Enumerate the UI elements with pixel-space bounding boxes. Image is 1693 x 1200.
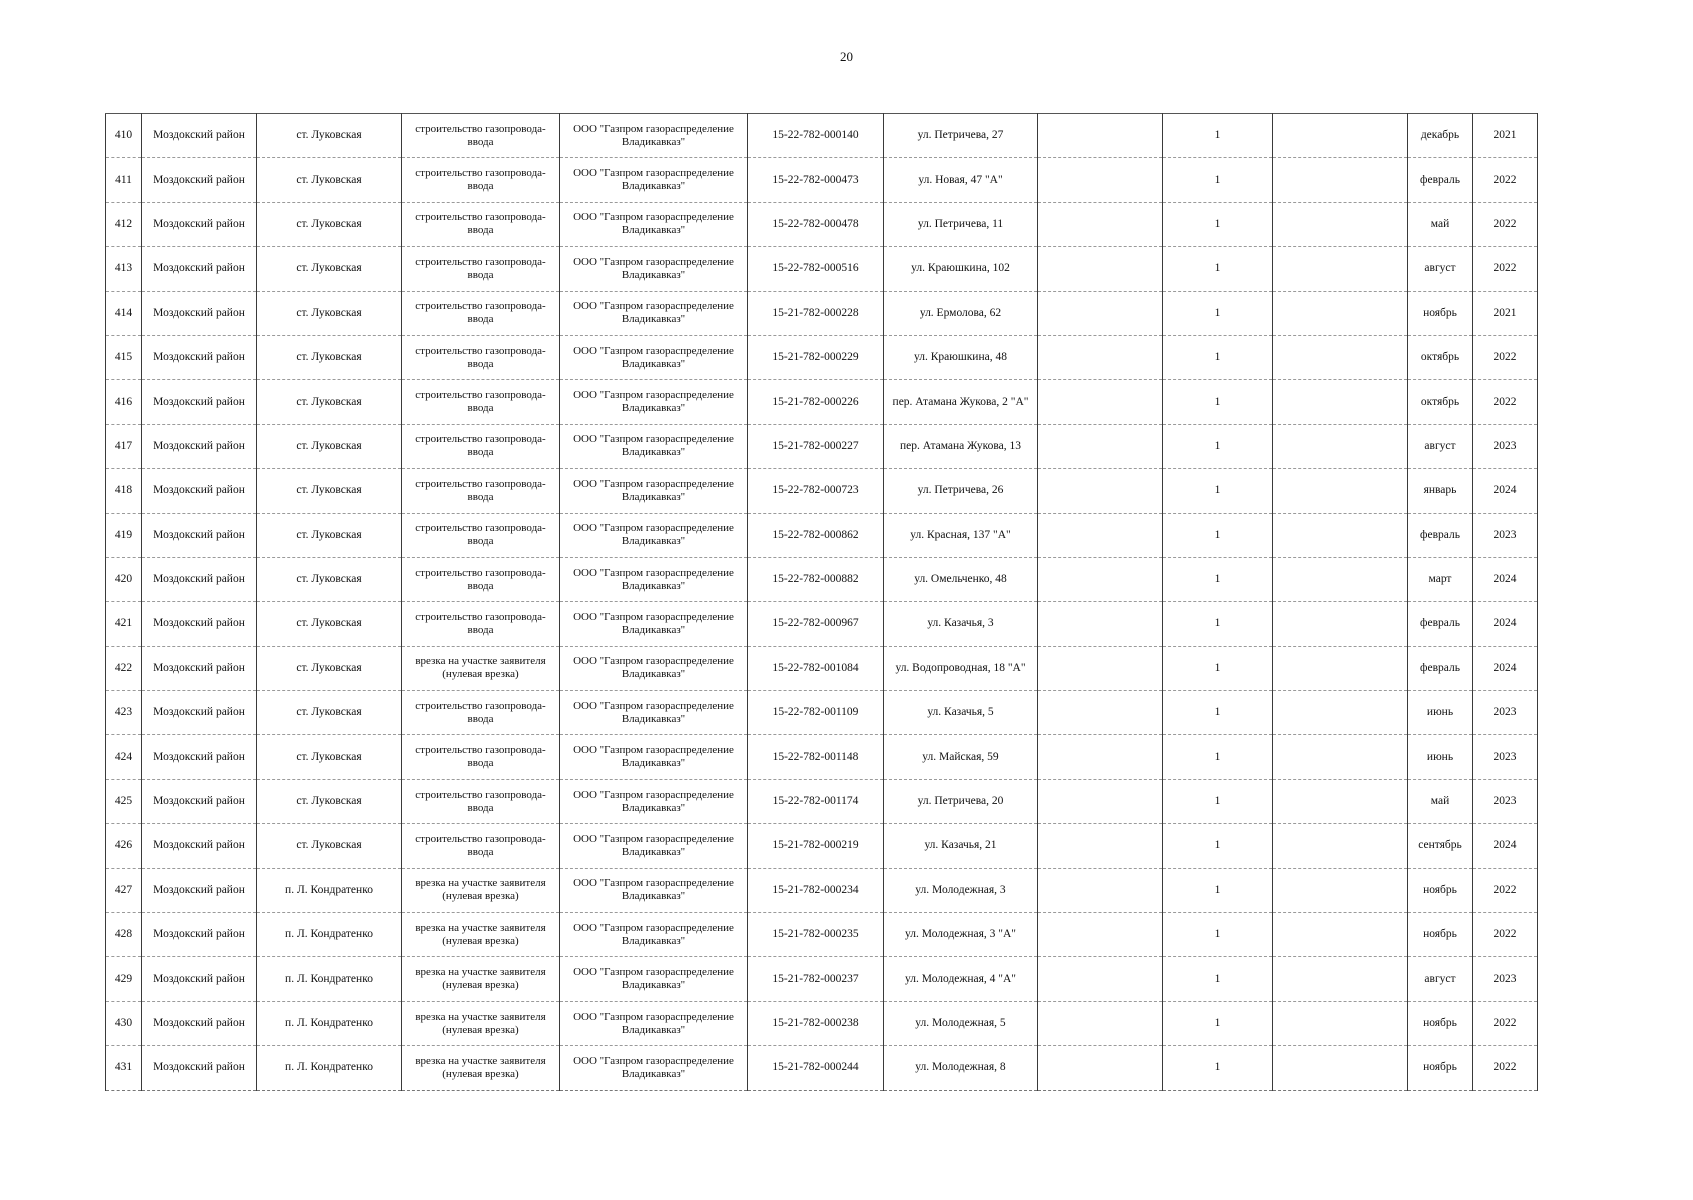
quantity-cell: 1 [1163,868,1273,912]
table-row [106,1001,1538,1045]
code-cell: 15-22-782-001174 [748,779,884,823]
year-cell: 2023 [1473,957,1538,1001]
quantity-cell: 1 [1163,380,1273,424]
table-row [106,1046,1538,1090]
quantity-cell: 1 [1163,779,1273,823]
work-type-cell: врезка на участке заявителя (нулевая врезка) [402,646,560,690]
code-cell: 15-21-782-000229 [748,335,884,379]
table-row [106,868,1538,912]
address-cell: пер. Атамана Жукова, 13 [884,424,1038,468]
table-row [106,513,1538,557]
empty-cell [1038,513,1163,557]
settlement-cell: п. Л. Кондратенко [257,913,402,957]
row-number: 413 [106,247,142,291]
year-cell: 2023 [1473,779,1538,823]
work-type-cell: строительство газопровода-ввода [402,158,560,202]
month-cell: ноябрь [1408,868,1473,912]
quantity-cell: 1 [1163,513,1273,557]
settlement-cell: ст. Луковская [257,335,402,379]
code-cell: 15-22-782-000723 [748,469,884,513]
month-cell: август [1408,424,1473,468]
work-type-cell: строительство газопровода-ввода [402,735,560,779]
quantity-cell: 1 [1163,913,1273,957]
district-cell: Моздокский район [142,868,257,912]
code-cell: 15-21-782-000227 [748,424,884,468]
year-cell: 2023 [1473,735,1538,779]
month-cell: февраль [1408,646,1473,690]
code-cell: 15-22-782-000862 [748,513,884,557]
organization-cell: ООО "Газпром газораспределение Владикавказ" [560,913,748,957]
address-cell: ул. Красная, 137 "А" [884,513,1038,557]
organization-cell: ООО "Газпром газораспределение Владикавказ" [560,779,748,823]
district-cell: Моздокский район [142,335,257,379]
row-number: 430 [106,1001,142,1045]
work-type-cell: врезка на участке заявителя (нулевая врезка) [402,1001,560,1045]
empty-cell [1273,469,1408,513]
year-cell: 2022 [1473,1046,1538,1090]
district-cell: Моздокский район [142,824,257,868]
organization-cell: ООО "Газпром газораспределение Владикавказ" [560,691,748,735]
organization-cell: ООО "Газпром газораспределение Владикавказ" [560,513,748,557]
year-cell: 2022 [1473,335,1538,379]
quantity-cell: 1 [1163,247,1273,291]
district-cell: Моздокский район [142,913,257,957]
year-cell: 2024 [1473,646,1538,690]
code-cell: 15-21-782-000237 [748,957,884,1001]
month-cell: декабрь [1408,114,1473,158]
quantity-cell: 1 [1163,691,1273,735]
empty-cell [1038,247,1163,291]
month-cell: февраль [1408,602,1473,646]
district-cell: Моздокский район [142,1001,257,1045]
empty-cell [1273,380,1408,424]
empty-cell [1273,202,1408,246]
table-row [106,602,1538,646]
empty-cell [1038,602,1163,646]
month-cell: ноябрь [1408,1001,1473,1045]
month-cell: февраль [1408,513,1473,557]
quantity-cell: 1 [1163,1046,1273,1090]
quantity-cell: 1 [1163,735,1273,779]
code-cell: 15-21-782-000228 [748,291,884,335]
settlement-cell: ст. Луковская [257,557,402,601]
work-type-cell: врезка на участке заявителя (нулевая врезка) [402,957,560,1001]
month-cell: август [1408,247,1473,291]
work-type-cell: строительство газопровода-ввода [402,291,560,335]
year-cell: 2022 [1473,247,1538,291]
quantity-cell: 1 [1163,424,1273,468]
empty-cell [1038,202,1163,246]
empty-cell [1038,691,1163,735]
empty-cell [1273,557,1408,601]
organization-cell: ООО "Газпром газораспределение Владикавказ" [560,735,748,779]
registry-table [105,113,1538,1091]
year-cell: 2022 [1473,913,1538,957]
settlement-cell: ст. Луковская [257,247,402,291]
empty-cell [1038,779,1163,823]
settlement-cell: п. Л. Кондратенко [257,1046,402,1090]
address-cell: ул. Петричева, 27 [884,114,1038,158]
work-type-cell: строительство газопровода-ввода [402,380,560,424]
empty-cell [1038,1046,1163,1090]
address-cell: ул. Краюшкина, 48 [884,335,1038,379]
address-cell: ул. Молодежная, 4 "А" [884,957,1038,1001]
district-cell: Моздокский район [142,202,257,246]
address-cell: ул. Омельченко, 48 [884,557,1038,601]
district-cell: Моздокский район [142,1046,257,1090]
empty-cell [1273,957,1408,1001]
empty-cell [1273,1001,1408,1045]
settlement-cell: ст. Луковская [257,158,402,202]
code-cell: 15-22-782-001109 [748,691,884,735]
organization-cell: ООО "Газпром газораспределение Владикавказ" [560,114,748,158]
empty-cell [1273,158,1408,202]
settlement-cell: ст. Луковская [257,202,402,246]
settlement-cell: п. Л. Кондратенко [257,957,402,1001]
work-type-cell: строительство газопровода-ввода [402,557,560,601]
year-cell: 2023 [1473,424,1538,468]
row-number: 426 [106,824,142,868]
year-cell: 2022 [1473,158,1538,202]
work-type-cell: строительство газопровода-ввода [402,424,560,468]
quantity-cell: 1 [1163,114,1273,158]
work-type-cell: врезка на участке заявителя (нулевая врезка) [402,913,560,957]
organization-cell: ООО "Газпром газораспределение Владикавказ" [560,824,748,868]
organization-cell: ООО "Газпром газораспределение Владикавказ" [560,1001,748,1045]
row-number: 410 [106,114,142,158]
code-cell: 15-22-782-001148 [748,735,884,779]
quantity-cell: 1 [1163,824,1273,868]
district-cell: Моздокский район [142,469,257,513]
work-type-cell: строительство газопровода-ввода [402,779,560,823]
month-cell: октябрь [1408,380,1473,424]
month-cell: август [1408,957,1473,1001]
work-type-cell: строительство газопровода-ввода [402,114,560,158]
code-cell: 15-22-782-000473 [748,158,884,202]
row-number: 419 [106,513,142,557]
year-cell: 2023 [1473,691,1538,735]
district-cell: Моздокский район [142,557,257,601]
address-cell: ул. Водопроводная, 18 "А" [884,646,1038,690]
row-number: 414 [106,291,142,335]
empty-cell [1273,735,1408,779]
row-number: 423 [106,691,142,735]
year-cell: 2024 [1473,824,1538,868]
code-cell: 15-21-782-000226 [748,380,884,424]
year-cell: 2022 [1473,202,1538,246]
empty-cell [1038,868,1163,912]
address-cell: ул. Молодежная, 3 [884,868,1038,912]
work-type-cell: врезка на участке заявителя (нулевая врезка) [402,868,560,912]
address-cell: ул. Молодежная, 5 [884,1001,1038,1045]
organization-cell: ООО "Газпром газораспределение Владикавказ" [560,380,748,424]
settlement-cell: ст. Луковская [257,380,402,424]
settlement-cell: п. Л. Кондратенко [257,868,402,912]
month-cell: март [1408,557,1473,601]
row-number: 411 [106,158,142,202]
table-row [106,957,1538,1001]
code-cell: 15-21-782-000234 [748,868,884,912]
quantity-cell: 1 [1163,291,1273,335]
row-number: 425 [106,779,142,823]
empty-cell [1038,469,1163,513]
row-number: 427 [106,868,142,912]
district-cell: Моздокский район [142,779,257,823]
table-row [106,557,1538,601]
work-type-cell: строительство газопровода-ввода [402,602,560,646]
empty-cell [1038,1001,1163,1045]
year-cell: 2022 [1473,380,1538,424]
month-cell: июнь [1408,735,1473,779]
organization-cell: ООО "Газпром газораспределение Владикавказ" [560,247,748,291]
address-cell: ул. Майская, 59 [884,735,1038,779]
district-cell: Моздокский район [142,114,257,158]
row-number: 417 [106,424,142,468]
address-cell: ул. Казачья, 3 [884,602,1038,646]
work-type-cell: строительство газопровода-ввода [402,469,560,513]
year-cell: 2024 [1473,469,1538,513]
address-cell: ул. Петричева, 11 [884,202,1038,246]
organization-cell: ООО "Газпром газораспределение Владикавказ" [560,1046,748,1090]
work-type-cell: строительство газопровода-ввода [402,247,560,291]
quantity-cell: 1 [1163,469,1273,513]
month-cell: ноябрь [1408,291,1473,335]
row-number: 415 [106,335,142,379]
quantity-cell: 1 [1163,202,1273,246]
row-number: 416 [106,380,142,424]
work-type-cell: врезка на участке заявителя (нулевая врезка) [402,1046,560,1090]
table-row [106,247,1538,291]
settlement-cell: ст. Луковская [257,735,402,779]
empty-cell [1038,646,1163,690]
month-cell: май [1408,202,1473,246]
month-cell: сентябрь [1408,824,1473,868]
empty-cell [1273,1046,1408,1090]
organization-cell: ООО "Газпром газораспределение Владикавказ" [560,868,748,912]
district-cell: Моздокский район [142,158,257,202]
address-cell: ул. Петричева, 20 [884,779,1038,823]
table-row [106,335,1538,379]
organization-cell: ООО "Газпром газораспределение Владикавказ" [560,202,748,246]
empty-cell [1273,335,1408,379]
settlement-cell: ст. Луковская [257,513,402,557]
year-cell: 2024 [1473,557,1538,601]
row-number: 422 [106,646,142,690]
address-cell: ул. Молодежная, 3 "А" [884,913,1038,957]
empty-cell [1038,380,1163,424]
empty-cell [1038,913,1163,957]
organization-cell: ООО "Газпром газораспределение Владикавказ" [560,957,748,1001]
code-cell: 15-22-782-000140 [748,114,884,158]
table-row [106,824,1538,868]
quantity-cell: 1 [1163,957,1273,1001]
quantity-cell: 1 [1163,335,1273,379]
month-cell: октябрь [1408,335,1473,379]
row-number: 418 [106,469,142,513]
organization-cell: ООО "Газпром газораспределение Владикавказ" [560,424,748,468]
month-cell: ноябрь [1408,913,1473,957]
table-row [106,913,1538,957]
settlement-cell: ст. Луковская [257,114,402,158]
code-cell: 15-22-782-000882 [748,557,884,601]
empty-cell [1038,335,1163,379]
settlement-cell: ст. Луковская [257,602,402,646]
empty-cell [1273,291,1408,335]
empty-cell [1038,824,1163,868]
empty-cell [1038,735,1163,779]
table-row [106,469,1538,513]
row-number: 421 [106,602,142,646]
code-cell: 15-22-782-001084 [748,646,884,690]
work-type-cell: строительство газопровода-ввода [402,202,560,246]
month-cell: ноябрь [1408,1046,1473,1090]
code-cell: 15-22-782-000967 [748,602,884,646]
year-cell: 2023 [1473,513,1538,557]
month-cell: январь [1408,469,1473,513]
code-cell: 15-22-782-000478 [748,202,884,246]
table-row [106,291,1538,335]
address-cell: пер. Атамана Жукова, 2 "А" [884,380,1038,424]
district-cell: Моздокский район [142,291,257,335]
quantity-cell: 1 [1163,602,1273,646]
empty-cell [1038,557,1163,601]
settlement-cell: ст. Луковская [257,646,402,690]
settlement-cell: ст. Луковская [257,291,402,335]
table-row [106,646,1538,690]
table-row [106,779,1538,823]
code-cell: 15-22-782-000516 [748,247,884,291]
row-number: 431 [106,1046,142,1090]
district-cell: Моздокский район [142,247,257,291]
district-cell: Моздокский район [142,513,257,557]
empty-cell [1038,957,1163,1001]
table-row [106,114,1538,158]
quantity-cell: 1 [1163,158,1273,202]
district-cell: Моздокский район [142,602,257,646]
empty-cell [1273,114,1408,158]
code-cell: 15-21-782-000244 [748,1046,884,1090]
district-cell: Моздокский район [142,735,257,779]
table-row [106,691,1538,735]
empty-cell [1273,779,1408,823]
empty-cell [1273,513,1408,557]
row-number: 424 [106,735,142,779]
address-cell: ул. Краюшкина, 102 [884,247,1038,291]
code-cell: 15-21-782-000235 [748,913,884,957]
address-cell: ул. Ермолова, 62 [884,291,1038,335]
year-cell: 2021 [1473,114,1538,158]
district-cell: Моздокский район [142,646,257,690]
organization-cell: ООО "Газпром газораспределение Владикавказ" [560,469,748,513]
row-number: 429 [106,957,142,1001]
settlement-cell: п. Л. Кондратенко [257,1001,402,1045]
quantity-cell: 1 [1163,646,1273,690]
district-cell: Моздокский район [142,957,257,1001]
row-number: 412 [106,202,142,246]
address-cell: ул. Молодежная, 8 [884,1046,1038,1090]
table-row [106,202,1538,246]
empty-cell [1273,424,1408,468]
code-cell: 15-21-782-000238 [748,1001,884,1045]
settlement-cell: ст. Луковская [257,469,402,513]
organization-cell: ООО "Газпром газораспределение Владикавказ" [560,335,748,379]
settlement-cell: ст. Луковская [257,779,402,823]
empty-cell [1038,424,1163,468]
month-cell: июнь [1408,691,1473,735]
empty-cell [1038,114,1163,158]
work-type-cell: строительство газопровода-ввода [402,513,560,557]
work-type-cell: строительство газопровода-ввода [402,824,560,868]
organization-cell: ООО "Газпром газораспределение Владикавказ" [560,602,748,646]
year-cell: 2024 [1473,602,1538,646]
quantity-cell: 1 [1163,1001,1273,1045]
settlement-cell: ст. Луковская [257,824,402,868]
work-type-cell: строительство газопровода-ввода [402,691,560,735]
quantity-cell: 1 [1163,557,1273,601]
registry-body [106,114,1538,1091]
empty-cell [1273,824,1408,868]
empty-cell [1038,291,1163,335]
empty-cell [1273,691,1408,735]
month-cell: май [1408,779,1473,823]
year-cell: 2022 [1473,1001,1538,1045]
table-row [106,158,1538,202]
row-number: 428 [106,913,142,957]
code-cell: 15-21-782-000219 [748,824,884,868]
address-cell: ул. Казачья, 21 [884,824,1038,868]
table-row [106,424,1538,468]
organization-cell: ООО "Газпром газораспределение Владикавказ" [560,291,748,335]
empty-cell [1273,868,1408,912]
empty-cell [1038,158,1163,202]
empty-cell [1273,913,1408,957]
work-type-cell: строительство газопровода-ввода [402,335,560,379]
row-number: 420 [106,557,142,601]
empty-cell [1273,602,1408,646]
empty-cell [1273,646,1408,690]
page-number: 20 [840,49,853,64]
table-row [106,380,1538,424]
organization-cell: ООО "Газпром газораспределение Владикавказ" [560,158,748,202]
month-cell: февраль [1408,158,1473,202]
year-cell: 2021 [1473,291,1538,335]
district-cell: Моздокский район [142,691,257,735]
year-cell: 2022 [1473,868,1538,912]
address-cell: ул. Казачья, 5 [884,691,1038,735]
address-cell: ул. Петричева, 26 [884,469,1038,513]
settlement-cell: ст. Луковская [257,691,402,735]
district-cell: Моздокский район [142,424,257,468]
organization-cell: ООО "Газпром газораспределение Владикавказ" [560,557,748,601]
empty-cell [1273,247,1408,291]
settlement-cell: ст. Луковская [257,424,402,468]
district-cell: Моздокский район [142,380,257,424]
address-cell: ул. Новая, 47 "А" [884,158,1038,202]
table-row [106,735,1538,779]
organization-cell: ООО "Газпром газораспределение Владикавказ" [560,646,748,690]
